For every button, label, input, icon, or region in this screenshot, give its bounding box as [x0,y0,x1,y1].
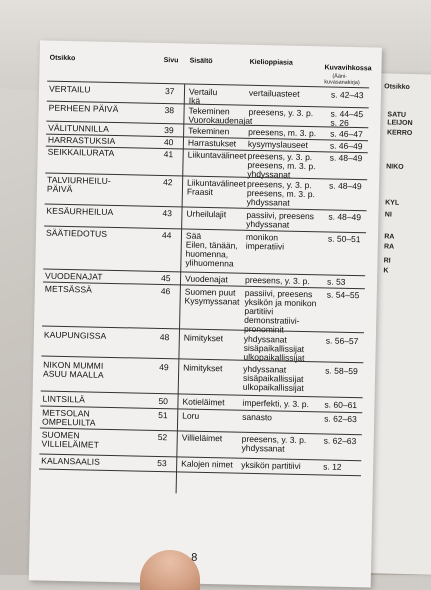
row-grammar: yhdyssanat sisäpaikallissijat ulkopaikallissijat [243,333,305,364]
row-ref: s. 48–49 [329,152,363,164]
row-page: 38 [164,105,175,116]
row-content: Tekeminen Vuorokaudenajat [188,105,253,126]
row-title: PERHEEN PÄIVÄ [48,102,119,115]
row-content: Nimitykset [183,332,224,344]
row-title: SÄÄTIEDOTUS [45,227,108,239]
row-content: Tekeminen [188,125,230,137]
row-ref: s. 48–49 [328,180,362,192]
adjacent-page-item: RA [384,233,395,241]
row-content: Liikuntavälineet [187,149,247,161]
adjacent-page-item: RA [383,243,395,251]
row-grammar: preesens, y. 3. p. preesens, m. 3. p. yhdyssanat [246,178,316,208]
adjacent-page-header: Otsikko [384,83,410,91]
row-ref: s. 62–63 [324,413,357,425]
row-grammar: preesens, y. 3. p. preesens, m. 3. p. yhdyssanat [247,150,316,180]
row-content: Sää Eilen, tänään, huomenna, ylihuomenna [185,230,238,269]
column-header-kuvavihkossa: Kuvavihkossa [324,64,372,73]
page-number: 8 [191,551,198,564]
row-title: LINTSILLÄ [42,393,86,405]
row-grammar: yhdyssanat sisäpaikallissijat ulkopaikallissijat [242,363,304,394]
adjacent-page-item: KYL [385,199,400,207]
adjacent-page-item: KERRO [386,129,413,138]
row-rule [39,468,361,476]
booklet-page [29,40,382,587]
row-grammar: vertailuasteet [248,87,300,99]
row-page: 43 [162,208,173,219]
row-ref: s. 46–47 [330,128,363,140]
row-title: SUOMEN VILLIELÄIMET [41,429,100,450]
row-title: VERTAILU [48,83,91,95]
adjacent-page-item: NIKO [386,163,404,171]
adjacent-page-item: RI [383,257,391,265]
column-header-otsikko: Otsikko [49,54,76,63]
row-content: Nimitykset [183,362,223,374]
row-title: SEIKKAILURATA [47,146,115,158]
row-page: 50 [158,395,169,407]
row-grammar: imperfekti, y. 3. p. [242,397,310,410]
row-content: Harrastukset [187,137,237,149]
row-ref: s. 54–55 [326,289,360,301]
row-grammar: preesens, y. 3. p. [244,274,310,287]
row-ref: s. 62–63 [323,435,357,447]
row-ref: s. 60–61 [324,399,358,411]
column-header-sisalto: Sisältö [189,57,213,66]
row-content: Liikuntavälineet Fraasit [186,177,246,198]
row-grammar: preesens, y. 3. p. [248,106,314,119]
row-ref: s. 53 [326,276,346,287]
row-title: KAUPUNGISSA [43,329,107,341]
row-title: METSOLAN OMPELUILTA [41,407,96,428]
row-content: Kalojen nimet [181,458,233,470]
adjacent-page-item: K [383,267,389,275]
row-page: 52 [157,431,168,443]
row-page: 48 [159,331,170,343]
row-ref: s. 50–51 [327,233,361,245]
row-grammar: sanasto [242,411,273,423]
row-title: HARRASTUKSIA [47,134,116,147]
row-title: KALANSAALIS [41,455,101,467]
row-page: 39 [164,125,174,136]
row-content: Urheilulajit [186,208,227,220]
row-title: METSÄSSÄ [44,283,93,295]
row-content: Villieläimet [181,432,223,444]
row-title: VÄLITUNNILLA [48,122,110,134]
column-header-kielioppiasia: Kielioppiasia [249,58,293,67]
row-page: 45 [160,273,171,284]
row-content: Suomen puut Kysymyssanat [184,286,240,307]
row-content: Vertailu Ikä [188,86,218,106]
row-page: 53 [157,457,167,469]
row-grammar: yksikön partitiivi [241,459,301,471]
row-page: 42 [162,177,173,188]
row-ref: s. 42–43 [330,89,364,101]
row-title: VUODENAJAT [45,270,103,282]
row-title: TALVIURHEILU- PÄIVÄ [46,174,112,195]
row-ref: s. 46–49 [329,140,363,152]
row-content: Loru [182,410,200,421]
row-grammar: preesens, y. 3. p. yhdyssanat [241,433,307,454]
row-grammar: passiivi, preesens yhdyssanat [246,209,315,230]
adjacent-page-item: LEIJON [387,119,413,128]
row-page: 41 [163,149,174,160]
row-ref: s. 58–59 [325,365,358,377]
row-page: 44 [161,230,172,241]
row-content: Kotieläimet [182,396,225,408]
column-header-sivu: Sivu [163,57,179,65]
row-ref: s. 56–57 [325,335,359,347]
row-title: NIKON MUMMI ASUU MAALLA [42,359,104,380]
row-grammar: monikon imperatiivi [245,231,285,252]
row-ref: s. 12 [323,461,342,472]
row-page: 40 [163,137,174,148]
row-title: KESÄURHEILUA [46,205,114,217]
adjacent-page-item: NI [384,211,392,219]
row-grammar: preesens, m. 3. p. [248,126,317,139]
row-page: 37 [164,86,175,97]
row-page: 46 [160,286,171,297]
row-page: 51 [158,409,168,421]
row-grammar: passiivi, preesens yksikön ja monikon partitiivi demonstratiivi- pronominit [243,287,317,335]
row-content: Vuodenajat [184,273,228,285]
column-header-kuvasanakirja: kuvasanakirja) [324,79,360,87]
adjacent-page-item: SATU [387,111,407,119]
row-page: 49 [159,361,169,373]
row-ref: s. 48–49 [328,211,362,223]
column-header-aanite: (Ääni- [332,73,348,80]
row-ref: s. 44–45 s. 26 [330,108,364,128]
row-grammar: kysymyslauseet [247,138,309,151]
